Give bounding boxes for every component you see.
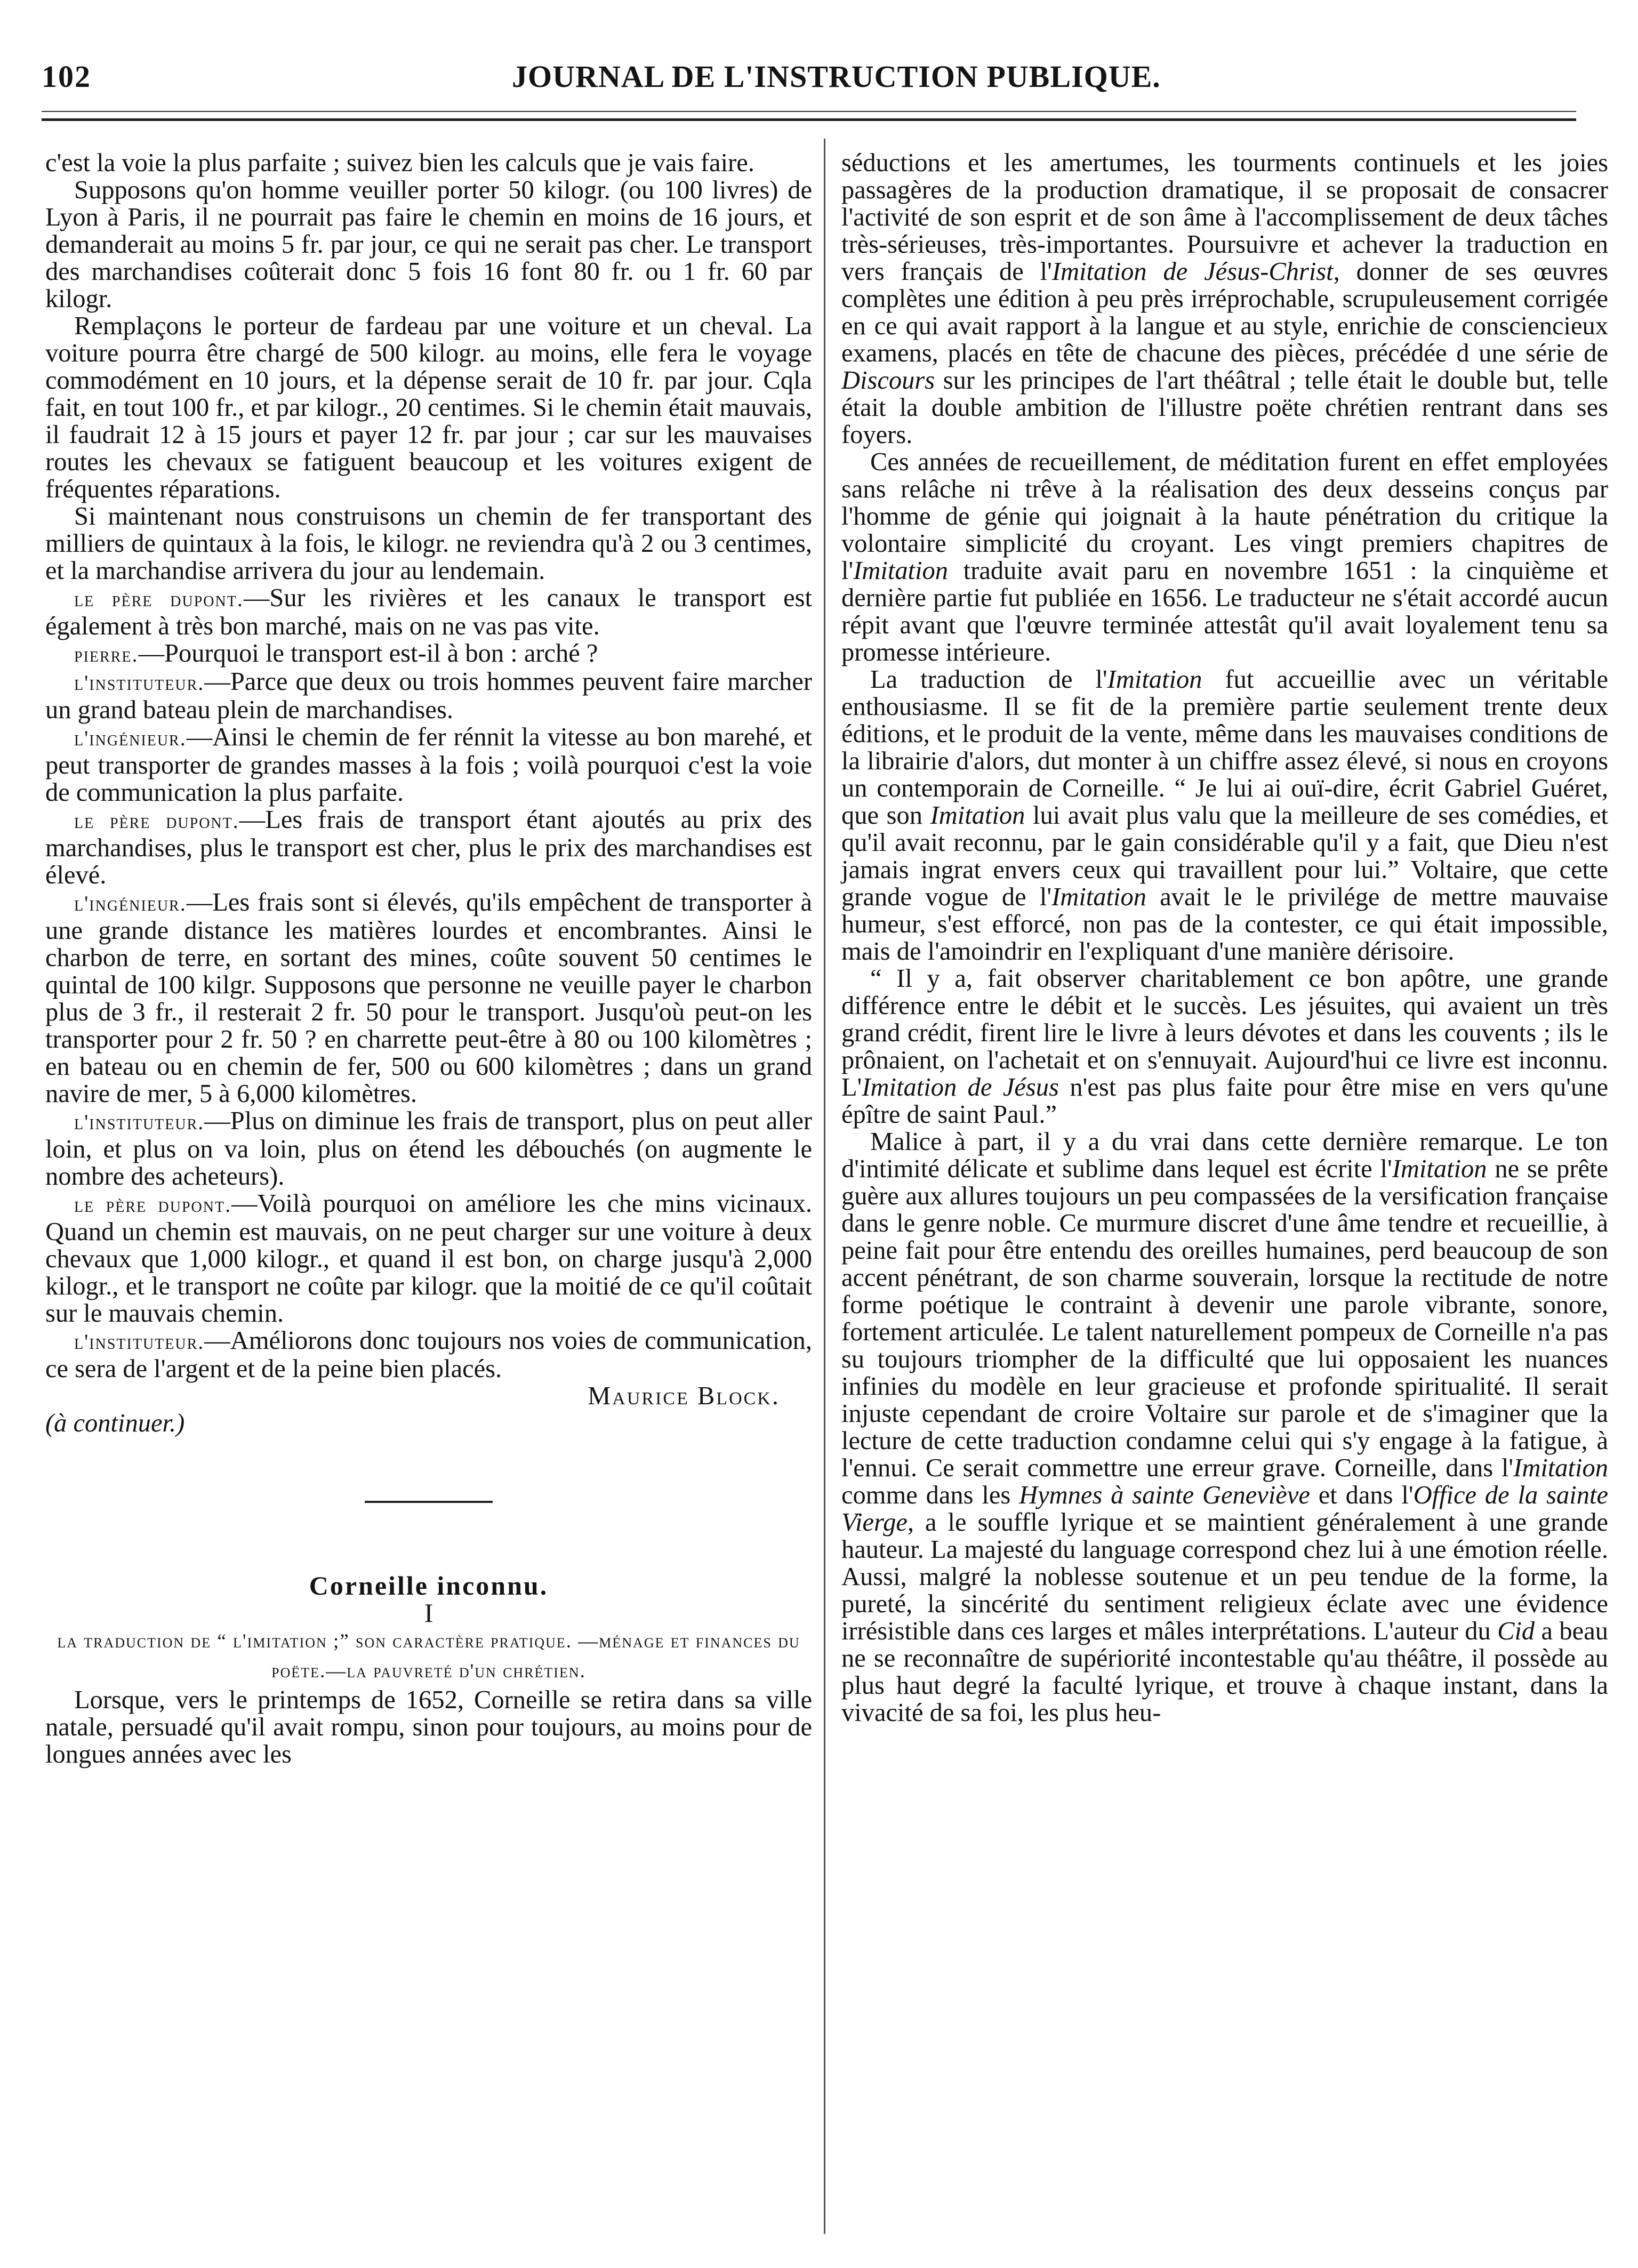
column-divider: [824, 139, 825, 2234]
italic-title: Office de la sainte Vierge: [841, 1481, 1608, 1537]
author-name: Maurice Block.: [588, 1382, 780, 1410]
dialogue-line: [45, 889, 812, 1107]
paragraph: Supposons qu'on homme veuiller porter 50 kilogr. (ou 100 livres) de Lyon à Paris, il ne pourrait pas faire le chemin en moins de 16 jours, et demanderait au moins 5 fr. par jour, ce qui ne serait pas cher. Le transport des marchandises coûterait donc 5 fois 16 font 80 fr. ou 1 fr. 60 par kilogr.: [45, 176, 812, 313]
speaker-label: l'instituteur.: [74, 671, 205, 695]
italic-title: Imitation: [930, 801, 1025, 830]
journal-title: JOURNAL DE L'INSTRUCTION PUBLIQUE.: [512, 59, 1161, 94]
speaker-label: le père dupont.: [74, 809, 239, 833]
dialogue-line: [45, 640, 812, 668]
left-column: [45, 149, 812, 1768]
speaker-label: l'ingénieur.: [74, 891, 187, 915]
dialogue-text: —Plus on diminue les frais de transport, plus on peut aller loin, et plus on va loin, plus on étend les débouchés (on augmente le nombre des acheteurs).: [45, 1107, 812, 1191]
italic-title: Imitation: [1513, 1454, 1608, 1482]
dialogue-text: —Améliorons donc toujours nos voies de communication, ce sera de l'argent et de la peine bien placés.: [45, 1326, 812, 1383]
dialogue-text: —Parce que deux ou trois hommes peuvent faire marcher un grand bateau plein de marchandises.: [45, 667, 812, 724]
paragraph: Si maintenant nous construisons un chemin de fer transportant des milliers de quintaux à la fois, le kilogr. ne reviendra qu'à 2 ou 3 centimes, et la marchandise arrivera du jour au lendemain.: [45, 502, 812, 585]
section-title: Corneille inconnu.: [309, 1571, 549, 1601]
dialogue-line: [45, 723, 812, 806]
speaker-label: pierre.: [74, 642, 139, 666]
italic-title: Imitation de Jésus-Christ: [1051, 258, 1334, 286]
speaker-label: l'instituteur.: [74, 1330, 205, 1354]
dialogue-text: —Pourquoi le transport est-il à bon : arché ?: [138, 639, 598, 667]
italic-title: Imitation de Jésus: [862, 1073, 1059, 1101]
header-rule-bottom: [42, 118, 1576, 121]
page-number: 102: [42, 59, 91, 94]
dialogue-text: —Ainsi le chemin de fer rénnit la vitesse au bon marehé, et peut transporter de grandes masses à la fois ; voilà pourquoi c'est la voie de communication la plus parfaite.: [45, 723, 812, 807]
section-subtitle: la traduction de “ l'imitation ;” son caractère pratique. —ménage et finances du poëte.—la pauvreté d'un chrétien.: [57, 1630, 800, 1682]
author-signature: [45, 1382, 812, 1410]
dialogue-text: —Les frais sont si élevés, qu'ils empêchent de transporter à une grande distance les matières lourdes et encombrantes. Ainsi le charbon de terre, en sortant des mines, coûte souvent 50 centimes le quintal de 100 kilgr. Supposons que personne ne veuille payer le charbon plus de 3 fr., il resterait 2 fr. 50 pour le transport. Jusqu'où peut-on les transporter pour 2 fr. 50 ? en charrette peut-être à 80 ou 100 kilomètres ; en bateau ou en chemin de fer, 500 ou 600 kilomètres ; dans un grand navire de mer, 5 à 6,000 kilomètres.: [45, 888, 812, 1108]
speaker-label: l'ingénieur.: [74, 726, 187, 750]
dialogue-line: [45, 1327, 812, 1382]
speaker-label: le père dupont.: [74, 1193, 232, 1217]
section-separator: [365, 1501, 493, 1503]
italic-title: Imitation: [1392, 1155, 1487, 1183]
dialogue-line: [45, 806, 812, 889]
right-column: [841, 149, 1608, 1726]
paragraph: Lorsque, vers le printemps de 1652, Corneille se retira dans sa ville natale, persuadé qu'il avait rompu, sinon pour toujours, au moins pour de longues années avec les: [45, 1686, 812, 1768]
dialogue-line: [45, 1107, 812, 1190]
italic-title: Discours: [841, 366, 935, 395]
continuation-note: (à continuer.): [45, 1409, 185, 1437]
italic-title: Imitation: [1107, 665, 1202, 694]
section-numeral: I: [424, 1598, 433, 1628]
paragraph: séductions et les amertumes, les tourments continuels et les joies passagères de la production dramatique, il se proposait de consacrer l'activité de son esprit et de son âme à l'accomplissement de deux tâches très-sérieuses, très-importantes. Poursuivre et achever la traduction en vers français de l'Imitation de Jésus-Christ, donner de ses œuvres complètes une édition à peu près irréprochable, scrupuleusement corrigée en ce qui avait rapport à la langue et au style, enrichie de consciencieux examens, placés en tête de chacune des pièces, précédée d une série de Discours sur les principes de l'art théâtral ; telle était le double but, telle était la double ambition de l'illustre poëte chrétien rentrant dans ses foyers.: [841, 149, 1608, 449]
dialogue-text: —Les frais de transport étant ajoutés au prix des marchandises, plus le transport est cher, plus le prix des marchandises est élevé.: [45, 806, 812, 889]
paragraph: Remplaçons le porteur de fardeau par une voiture et un cheval. La voiture pourra être chargé de 500 kilogr. au moins, elle fera le voyage commodément en 10 jours, et la dépense serait de 10 fr. par jour. Cqla fait, en tout 100 fr., et par kilogr., 20 centimes. Si le chemin était mauvais, il faudrait 12 à 15 jours et payer 12 fr. par jour ; car sur les mauvaises routes les chevaux se fatiguent beaucoup et les voitures exigent de fréquentes réparations.: [45, 312, 812, 503]
speaker-label: le père dupont.: [74, 587, 244, 611]
header-rule-top: [42, 111, 1576, 112]
paragraph: Malice à part, il y a du vrai dans cette dernière remarque. Le ton d'intimité délicate et sublime dans lequel est écrite l'Imitation ne se prête guère aux allures toujours un peu compassées de la versification française dans le genre noble. Ce murmure discret d'une âme tendre et recueillie, à peine fait pour être entendu des oreilles humaines, perd beaucoup de son accent pénétrant, de son charme souverain, lorsque la rectitude de notre forme poétique le contraint à devenir une parole vibrante, sonore, fortement articulée. Le talent naturellement pompeux de Corneille n'a pas su toujours triompher de la difficulté que lui opposaient les nuances infinies du modèle en leur gracieuse et profonde spiritualité. Il serait injuste cependant de croire Voltaire sur parole et de s'imaginer que la lecture de cette traduction condamne celui qui s'y engage à la fatigue, à l'ennui. Ce serait commettre une erreur grave. Corneille, dans l'Imitation comme dans les Hymnes à sainte Geneviève et dans l'Office de la sainte Vierge, a le souffle lyrique et se maintient généralement à une grande hauteur. La majesté du language correspond chez lui à une émotion réelle. Aussi, malgré la noblesse soutenue et un peu tendue de la forme, la pureté, la sincérité du sentiment religieux éclate avec une évidence irrésistible dans ces larges et mâles interprétations. L'auteur du Cid a beau ne se reconnaître de supériorité incontestable qu'au théâtre, il possède au plus haut degré la faculté lyrique, et trouve à chaque instant, dans la vivacité de sa foi, les plus heu-: [841, 1128, 1608, 1727]
italic-title: Imitation: [853, 557, 949, 585]
dialogue-text: —Voilà pourquoi on améliore les che mins vicinaux. Quand un chemin est mauvais, on ne peut charger sur une voiture à deux chevaux que 1,000 kilogr., et quand il est bon, on charge jusqu'à 2,000 kilogr., et le transport ne coûte par kilogr. que la moitié de ce qu'il coûtait sur le mauvais chemin.: [45, 1189, 812, 1328]
page-header: [0, 59, 1638, 112]
italic-title: Hymnes à sainte Geneviève: [1019, 1481, 1310, 1509]
dialogue-line: [45, 668, 812, 723]
italic-title: Imitation: [1051, 883, 1146, 911]
italic-title: Cid: [1497, 1617, 1535, 1645]
paragraph: Ces années de recueillement, de méditation furent en effet employées sans relâche ni trêve à la réalisation des deux desseins conçus par l'homme de génie qui joignait à la haute pénétration du critique la volontaire simplicité du croyant. Les vingt premiers chapitres de l'Imitation traduite avait paru en novembre 1651 : la cinquième et dernière partie fut publiée en 1656. Le traducteur ne s'était accordé aucun répit avant que l'œuvre terminée attestât qu'il avait loyalement tenu sa promesse intérieure.: [841, 448, 1608, 666]
dialogue-line: [45, 584, 812, 640]
dialogue-line: [45, 1190, 812, 1327]
paragraph: c'est la voie la plus parfaite ; suivez bien les calculs que je vais faire.: [45, 149, 754, 177]
dialogue-text: —Sur les rivières et les canaux le transport est également à très bon marché, mais on ne vas pas vite.: [45, 584, 812, 640]
paragraph: La traduction de l'Imitation fut accueillie avec un véritable enthousiasme. Il se fit de la première partie seulement trente deux éditions, et le produit de la vente, même dans les mauvaises conditions de la librairie d'alors, dut monter à un chiffre assez élevé, si nous en croyons un contemporain de Corneille. “ Je lui ai ouï-dire, écrit Gabriel Guéret, que son Imitation lui avait plus valu que la meilleure de ses comédies, et qu'il avait reconnu, par le gain considérable qu'il y a fait, que Dieu n'est jamais ingrat envers ceux qui travaillent pour lui.” Voltaire, que cette grande vogue de l'Imitation avait le le privilége de mettre mauvaise humeur, s'est efforcé, non pas de la contester, ce qui était impossible, mais de l'amoindrir en l'expliquant d'une manière dérisoire.: [841, 665, 1609, 966]
speaker-label: l'instituteur.: [74, 1110, 205, 1134]
paragraph: “ Il y a, fait observer charitablement ce bon apôtre, une grande différence entre le débit et le succès. Les jésuites, qui avaient un très grand crédit, firent lire le livre à leurs dévotes et dans les couvents ; ils le prônaient, on l'achetait et on s'ennuyait. Aujourd'hui ce livre est inconnu. L'Imitation de Jésus n'est pas plus faite pour être mise en vers qu'une épître de saint Paul.”: [841, 964, 1608, 1129]
